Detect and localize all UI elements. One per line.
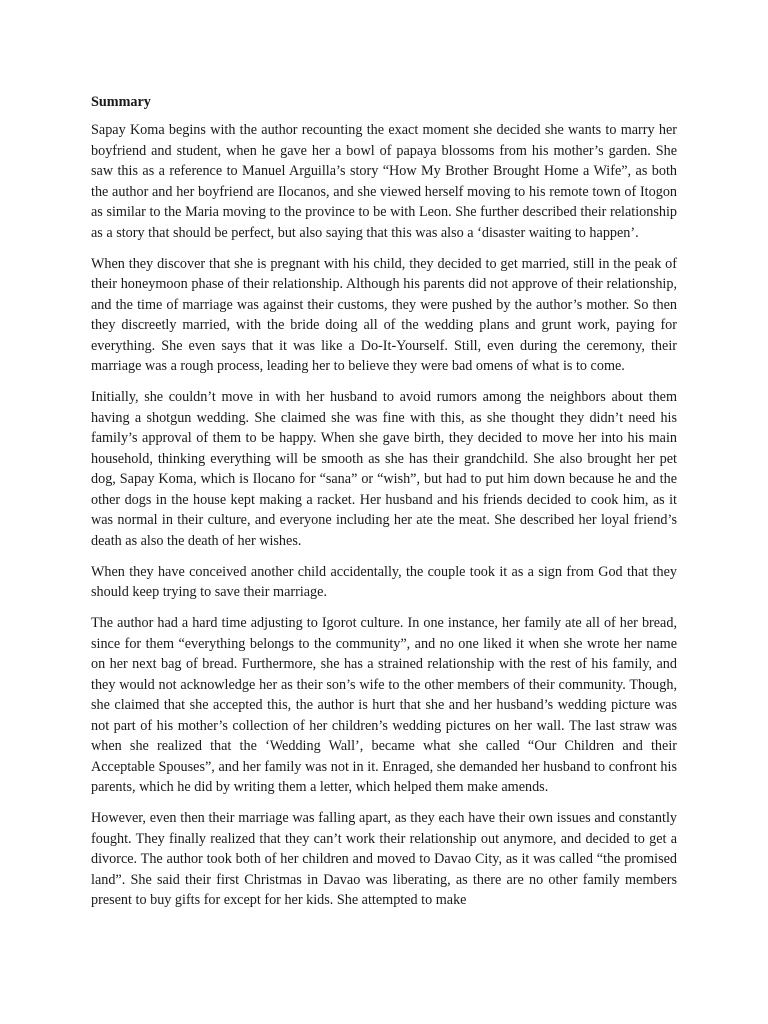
paragraph-1: Sapay Koma begins with the author recounting the exact moment she decided she wants to marry her boyfriend and student, when he gave her a bowl of papaya blossoms from his mother’s garden. She saw this as a reference to Manuel Arguilla’s story “How My Brother Brought Home a Wife”, as both the author and her boyfriend are Ilocanos, and she viewed herself moving to his remote town of Itogon as similar to the Maria moving to the province to be with Leon. She further described their relationship as a story that should be perfect, but also saying that this was also a ‘disaster waiting to happen’. (91, 122, 677, 241)
paragraph-5: The author had a hard time adjusting to Igorot culture. In one instance, her family ate all of her bread, since for them “everything belongs to the community”, and no one liked it when she wrote her name on her next bag of bread. Furthermore, she has a strained relationship with the rest of his family, and they would not acknowledge her as their son’s wife to the other members of their community. Though, she claimed that she accepted this, the author is hurt that she and her husband’s wedding picture was not part of his mother’s collection of her children’s wedding pictures on her wall. The last straw was when she realized that the ‘Wedding Wall’, became what she called “Our Children and their Acceptable Spouses”, and her family was not in it. Enraged, she demanded her husband to confront his parents, which he did by writing them a letter, which helped them make amends. (91, 615, 677, 795)
document-body (91, 92, 677, 921)
summary-heading: Summary (91, 94, 151, 110)
paragraph-3: Initially, she couldn’t move in with her husband to avoid rumors among the neighbors about them having a shotgun wedding. She claimed she was fine with this, as she thought they didn’t need his family’s approval of them to be happy. When she gave birth, they decided to move her into his main household, thinking everything will be smooth as she has their grandchild. She also brought her pet dog, Sapay Koma, which is Ilocano for “sana” or “wish”, but had to put him down because he and the other dogs in the house kept making a racket. Her husband and his friends decided to cook him, as it was normal in their culture, and everyone including her ate the meat. She described her loyal friend’s death as also the death of her wishes. (91, 389, 677, 549)
paragraph-6: However, even then their marriage was falling apart, as they each have their own issues and constantly fought. They finally realized that they can’t work their relationship out anymore, and decided to get a divorce. The author took both of her children and moved to Davao City, as it was called “the promised land”. She said their first Christmas in Davao was liberating, as there are no other family members present to buy gifts for except for her kids. She attempted to make (91, 810, 677, 908)
paragraph-2: When they discover that she is pregnant with his child, they decided to get married, still in the peak of their honeymoon phase of their relationship. Although his parents did not approve of their relationship, and the time of marriage was against their customs, they were pushed by the author’s mother. So then they discreetly married, with the bride doing all of the wedding plans and grunt work, paying for everything. She even says that it was like a Do-It-Yourself. Still, even during the ceremony, their marriage was a rough process, leading her to believe they were bad omens of what is to come. (91, 255, 677, 374)
paragraph-4: When they have conceived another child accidentally, the couple took it as a sign from God that they should keep trying to save their marriage. (91, 563, 677, 600)
